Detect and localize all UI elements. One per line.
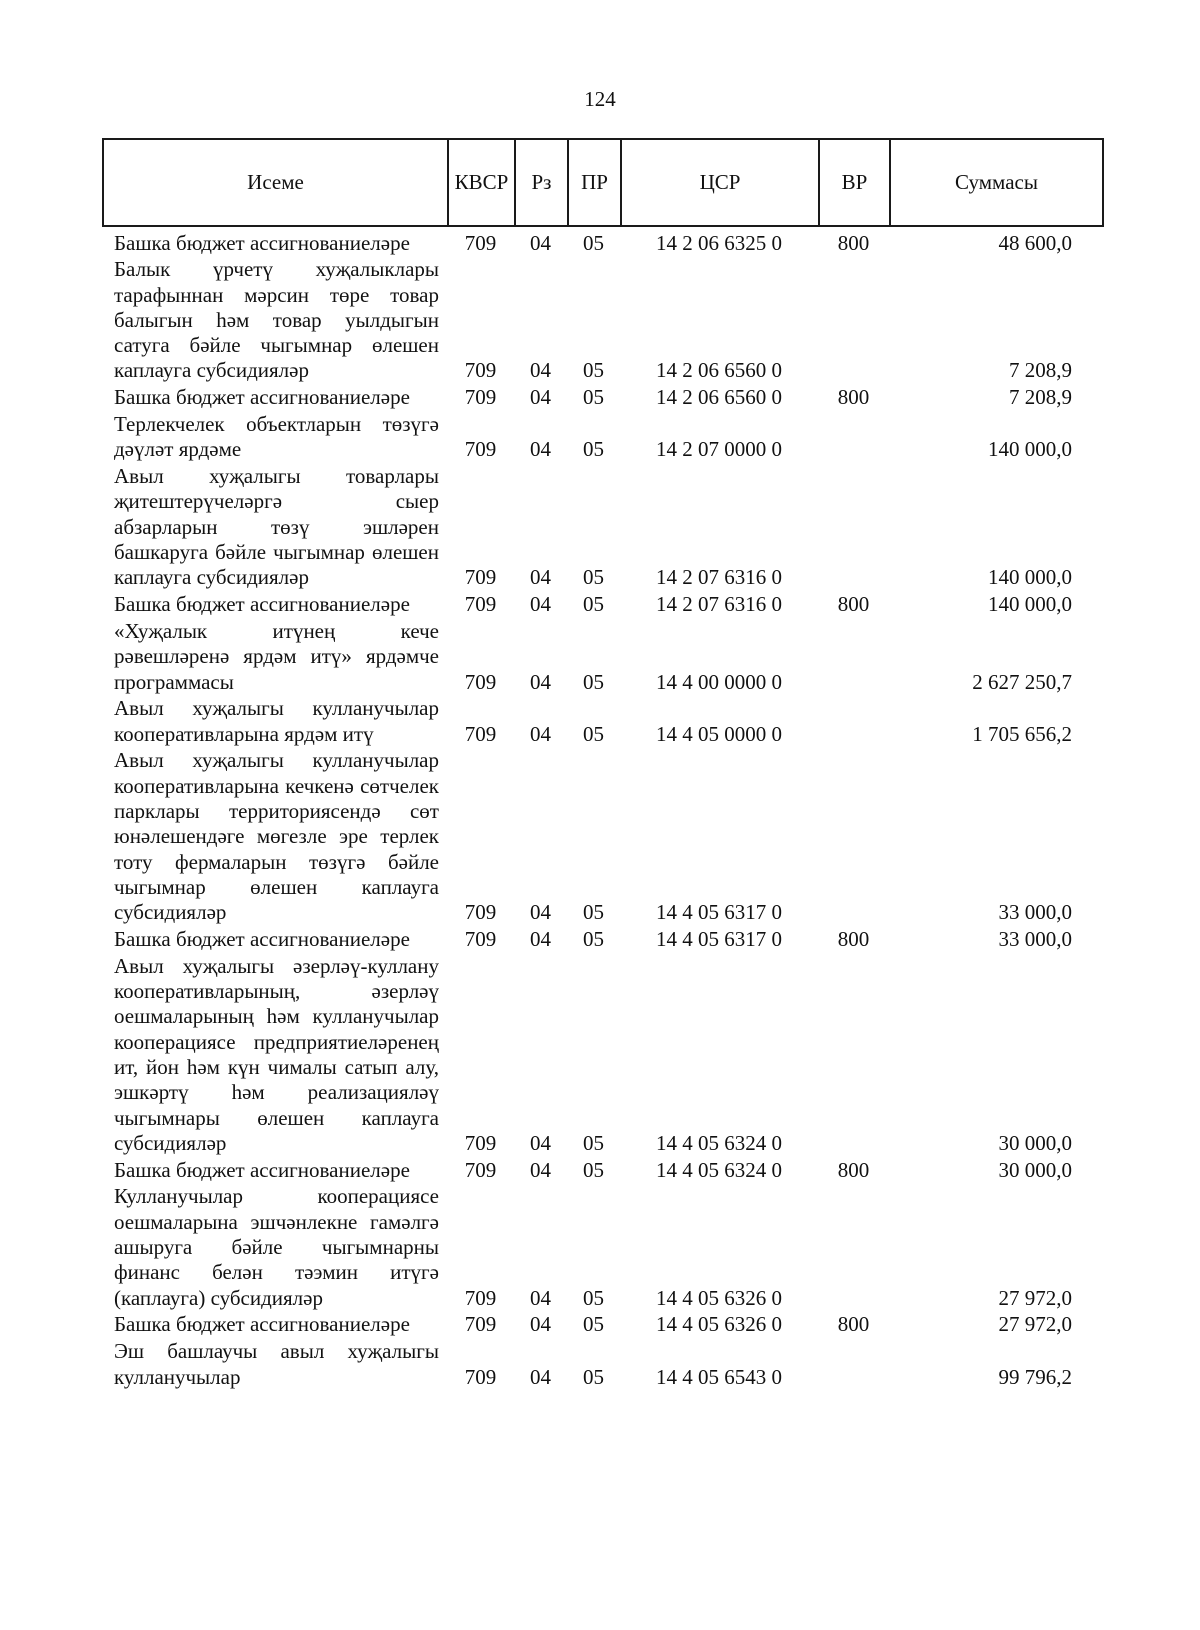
- row-kvsr: 709: [464, 1157, 497, 1182]
- row-pr: 05: [583, 1130, 604, 1155]
- row-csr: 14 2 07 6316 0: [656, 565, 782, 590]
- row-kvsr: 709: [464, 669, 497, 694]
- row-pr: 05: [583, 385, 604, 410]
- row-rz: 04: [530, 1364, 551, 1389]
- column-header-rz: Рз: [515, 139, 568, 226]
- column-header-sum: Суммасы: [890, 139, 1103, 226]
- column-header-csr: ЦСР: [621, 139, 819, 226]
- row-vr: [818, 1338, 889, 1390]
- row-name: Балык үрчетү хуҗалыклары тарафыннан мәрсин төре товар балыгын һәм товар уылдыгын сатуга бәйле чыгымнар өлешен каплауга субсидияләр: [114, 257, 439, 383]
- table-row: [114, 952, 1102, 1156]
- row-kvsr: 709: [464, 565, 497, 590]
- row-csr: 14 4 05 6324 0: [656, 1130, 782, 1155]
- table-row: [114, 411, 1102, 463]
- row-name: Башка бюджет ассигнованиеләре: [114, 230, 410, 255]
- row-pr: 05: [583, 358, 604, 383]
- table-row: [114, 617, 1102, 694]
- table-row: [114, 926, 1102, 953]
- row-kvsr: 709: [464, 721, 497, 746]
- row-csr: 14 4 05 6324 0: [656, 1157, 782, 1182]
- page-number: 124: [584, 87, 616, 111]
- table-row: [114, 384, 1102, 411]
- row-name: Башка бюджет ассигнованиеләре: [114, 385, 410, 410]
- table-row: [114, 1156, 1102, 1183]
- row-vr: [818, 463, 889, 591]
- row-vr: 800: [837, 592, 870, 617]
- column-header-vr: ВР: [819, 139, 890, 226]
- table-header: [102, 138, 1104, 227]
- row-csr: 14 4 05 0000 0: [656, 721, 782, 746]
- row-rz: 04: [530, 1130, 551, 1155]
- row-name: Авыл хуҗалыгы әзерләү-куллану кооперативларының, әзерләү оешмаларының һәм кулланучылар кооперациясе предприятиеләренең ит, йон һәм күн чималы сатып алу, эшкәртү һәм реализацияләү чыгымнары өлешен каплауга субсидияләр: [114, 953, 439, 1155]
- table-row: [114, 1338, 1102, 1390]
- row-sum: 7 208,9: [1009, 385, 1072, 410]
- row-pr: 05: [583, 1312, 604, 1337]
- row-rz: 04: [530, 565, 551, 590]
- row-name: Башка бюджет ассигнованиеләре: [114, 592, 410, 617]
- row-kvsr: 709: [464, 927, 497, 952]
- row-csr: 14 2 07 0000 0: [656, 437, 782, 462]
- table-row: [114, 1311, 1102, 1338]
- row-csr: 14 2 07 6316 0: [656, 592, 782, 617]
- table-row: [114, 747, 1102, 926]
- row-csr: 14 4 05 6326 0: [656, 1285, 782, 1310]
- row-sum: 1 705 656,2: [972, 721, 1072, 746]
- row-csr: 14 2 06 6560 0: [656, 385, 782, 410]
- column-header-name: Исеме: [103, 139, 448, 226]
- row-vr: [818, 1183, 889, 1311]
- column-header-pr: ПР: [568, 139, 621, 226]
- row-sum: 7 208,9: [1009, 358, 1072, 383]
- row-pr: 05: [583, 1157, 604, 1182]
- row-name: Башка бюджет ассигнованиеләре: [114, 1157, 410, 1182]
- row-sum: 33 000,0: [998, 927, 1072, 952]
- row-pr: 05: [583, 592, 604, 617]
- row-sum: 27 972,0: [998, 1312, 1072, 1337]
- row-pr: 05: [583, 1285, 604, 1310]
- row-csr: 14 2 06 6325 0: [656, 230, 782, 255]
- row-sum: 140 000,0: [988, 565, 1072, 590]
- table-row: [114, 463, 1102, 591]
- row-sum: 33 000,0: [998, 900, 1072, 925]
- row-rz: 04: [530, 437, 551, 462]
- row-vr: [818, 411, 889, 463]
- column-header-kvsr: КВСР: [448, 139, 515, 226]
- row-kvsr: 709: [464, 592, 497, 617]
- row-vr: 800: [837, 230, 870, 255]
- row-pr: 05: [583, 437, 604, 462]
- row-kvsr: 709: [464, 230, 497, 255]
- row-csr: 14 2 06 6560 0: [656, 358, 782, 383]
- row-vr: [818, 256, 889, 384]
- table-body: [114, 229, 1102, 1390]
- row-rz: 04: [530, 927, 551, 952]
- row-kvsr: 709: [464, 1312, 497, 1337]
- row-name: «Хуҗалык итүнең кече рәвешләренә ярдәм итү» ярдәмче программасы: [114, 618, 439, 694]
- row-vr: [818, 747, 889, 926]
- row-sum: 140 000,0: [988, 592, 1072, 617]
- row-name: Эш башлаучы авыл хуҗалыгы кулланучылар: [114, 1339, 439, 1389]
- row-kvsr: 709: [464, 900, 497, 925]
- row-csr: 14 4 05 6543 0: [656, 1364, 782, 1389]
- row-sum: 99 796,2: [998, 1364, 1072, 1389]
- row-sum: 2 627 250,7: [972, 669, 1072, 694]
- row-rz: 04: [530, 1312, 551, 1337]
- row-pr: 05: [583, 565, 604, 590]
- row-kvsr: 709: [464, 358, 497, 383]
- row-vr: 800: [837, 927, 870, 952]
- table-row: [114, 229, 1102, 256]
- row-kvsr: 709: [464, 1285, 497, 1310]
- row-sum: 48 600,0: [998, 230, 1072, 255]
- row-pr: 05: [583, 900, 604, 925]
- row-name: Башка бюджет ассигнованиеләре: [114, 1312, 410, 1337]
- table-row: [114, 1183, 1102, 1311]
- table-row: [114, 695, 1102, 747]
- budget-table: [114, 229, 1102, 1390]
- row-vr: [818, 695, 889, 747]
- row-csr: 14 4 05 6326 0: [656, 1312, 782, 1337]
- row-rz: 04: [530, 385, 551, 410]
- row-rz: 04: [530, 230, 551, 255]
- row-sum: 140 000,0: [988, 437, 1072, 462]
- row-rz: 04: [530, 1285, 551, 1310]
- row-name: Авыл хуҗалыгы кулланучылар кооперативларына ярдәм итү: [114, 696, 439, 746]
- table-row: [114, 256, 1102, 384]
- row-csr: 14 4 00 0000 0: [656, 669, 782, 694]
- row-pr: 05: [583, 1364, 604, 1389]
- row-vr: [818, 952, 889, 1156]
- row-pr: 05: [583, 721, 604, 746]
- row-kvsr: 709: [464, 1364, 497, 1389]
- row-csr: 14 4 05 6317 0: [656, 927, 782, 952]
- row-vr: 800: [837, 1312, 870, 1337]
- row-csr: 14 4 05 6317 0: [656, 900, 782, 925]
- row-sum: 30 000,0: [998, 1130, 1072, 1155]
- row-name: Башка бюджет ассигнованиеләре: [114, 927, 410, 952]
- row-rz: 04: [530, 592, 551, 617]
- row-rz: 04: [530, 358, 551, 383]
- row-name: Кулланучылар кооперациясе оешмаларына эшчәнлекне гамәлгә ашыруга бәйле чыгымнарны финанс белән тәэмин итүгә (каплауга) субсидияләр: [114, 1184, 439, 1310]
- row-name: Терлекчелек объектларын төзүгә дәүләт ярдәме: [114, 412, 439, 462]
- row-pr: 05: [583, 230, 604, 255]
- row-rz: 04: [530, 669, 551, 694]
- table-row: [114, 591, 1102, 618]
- row-kvsr: 709: [464, 385, 497, 410]
- row-vr: [818, 617, 889, 694]
- row-pr: 05: [583, 669, 604, 694]
- row-vr: 800: [837, 1157, 870, 1182]
- row-sum: 27 972,0: [998, 1285, 1072, 1310]
- row-rz: 04: [530, 721, 551, 746]
- row-kvsr: 709: [464, 437, 497, 462]
- row-name: Авыл хуҗалыгы товарлары җитештерүчеләргә сыер абзарларын төзү эшләрен башкаруга бәйле чыгымнар өлешен каплауга субсидияләр: [114, 464, 439, 590]
- row-sum: 30 000,0: [998, 1157, 1072, 1182]
- row-kvsr: 709: [464, 1130, 497, 1155]
- row-pr: 05: [583, 927, 604, 952]
- row-rz: 04: [530, 900, 551, 925]
- row-vr: 800: [837, 385, 870, 410]
- row-rz: 04: [530, 1157, 551, 1182]
- row-name: Авыл хуҗалыгы кулланучылар кооперативларына кечкенә сөтчелек парклары территориясендә сөт юнәлешендәге мөгезле эре терлек тоту фермаларын төзүгә бәйле чыгымнар өлешен каплауга субсидияләр: [114, 748, 439, 925]
